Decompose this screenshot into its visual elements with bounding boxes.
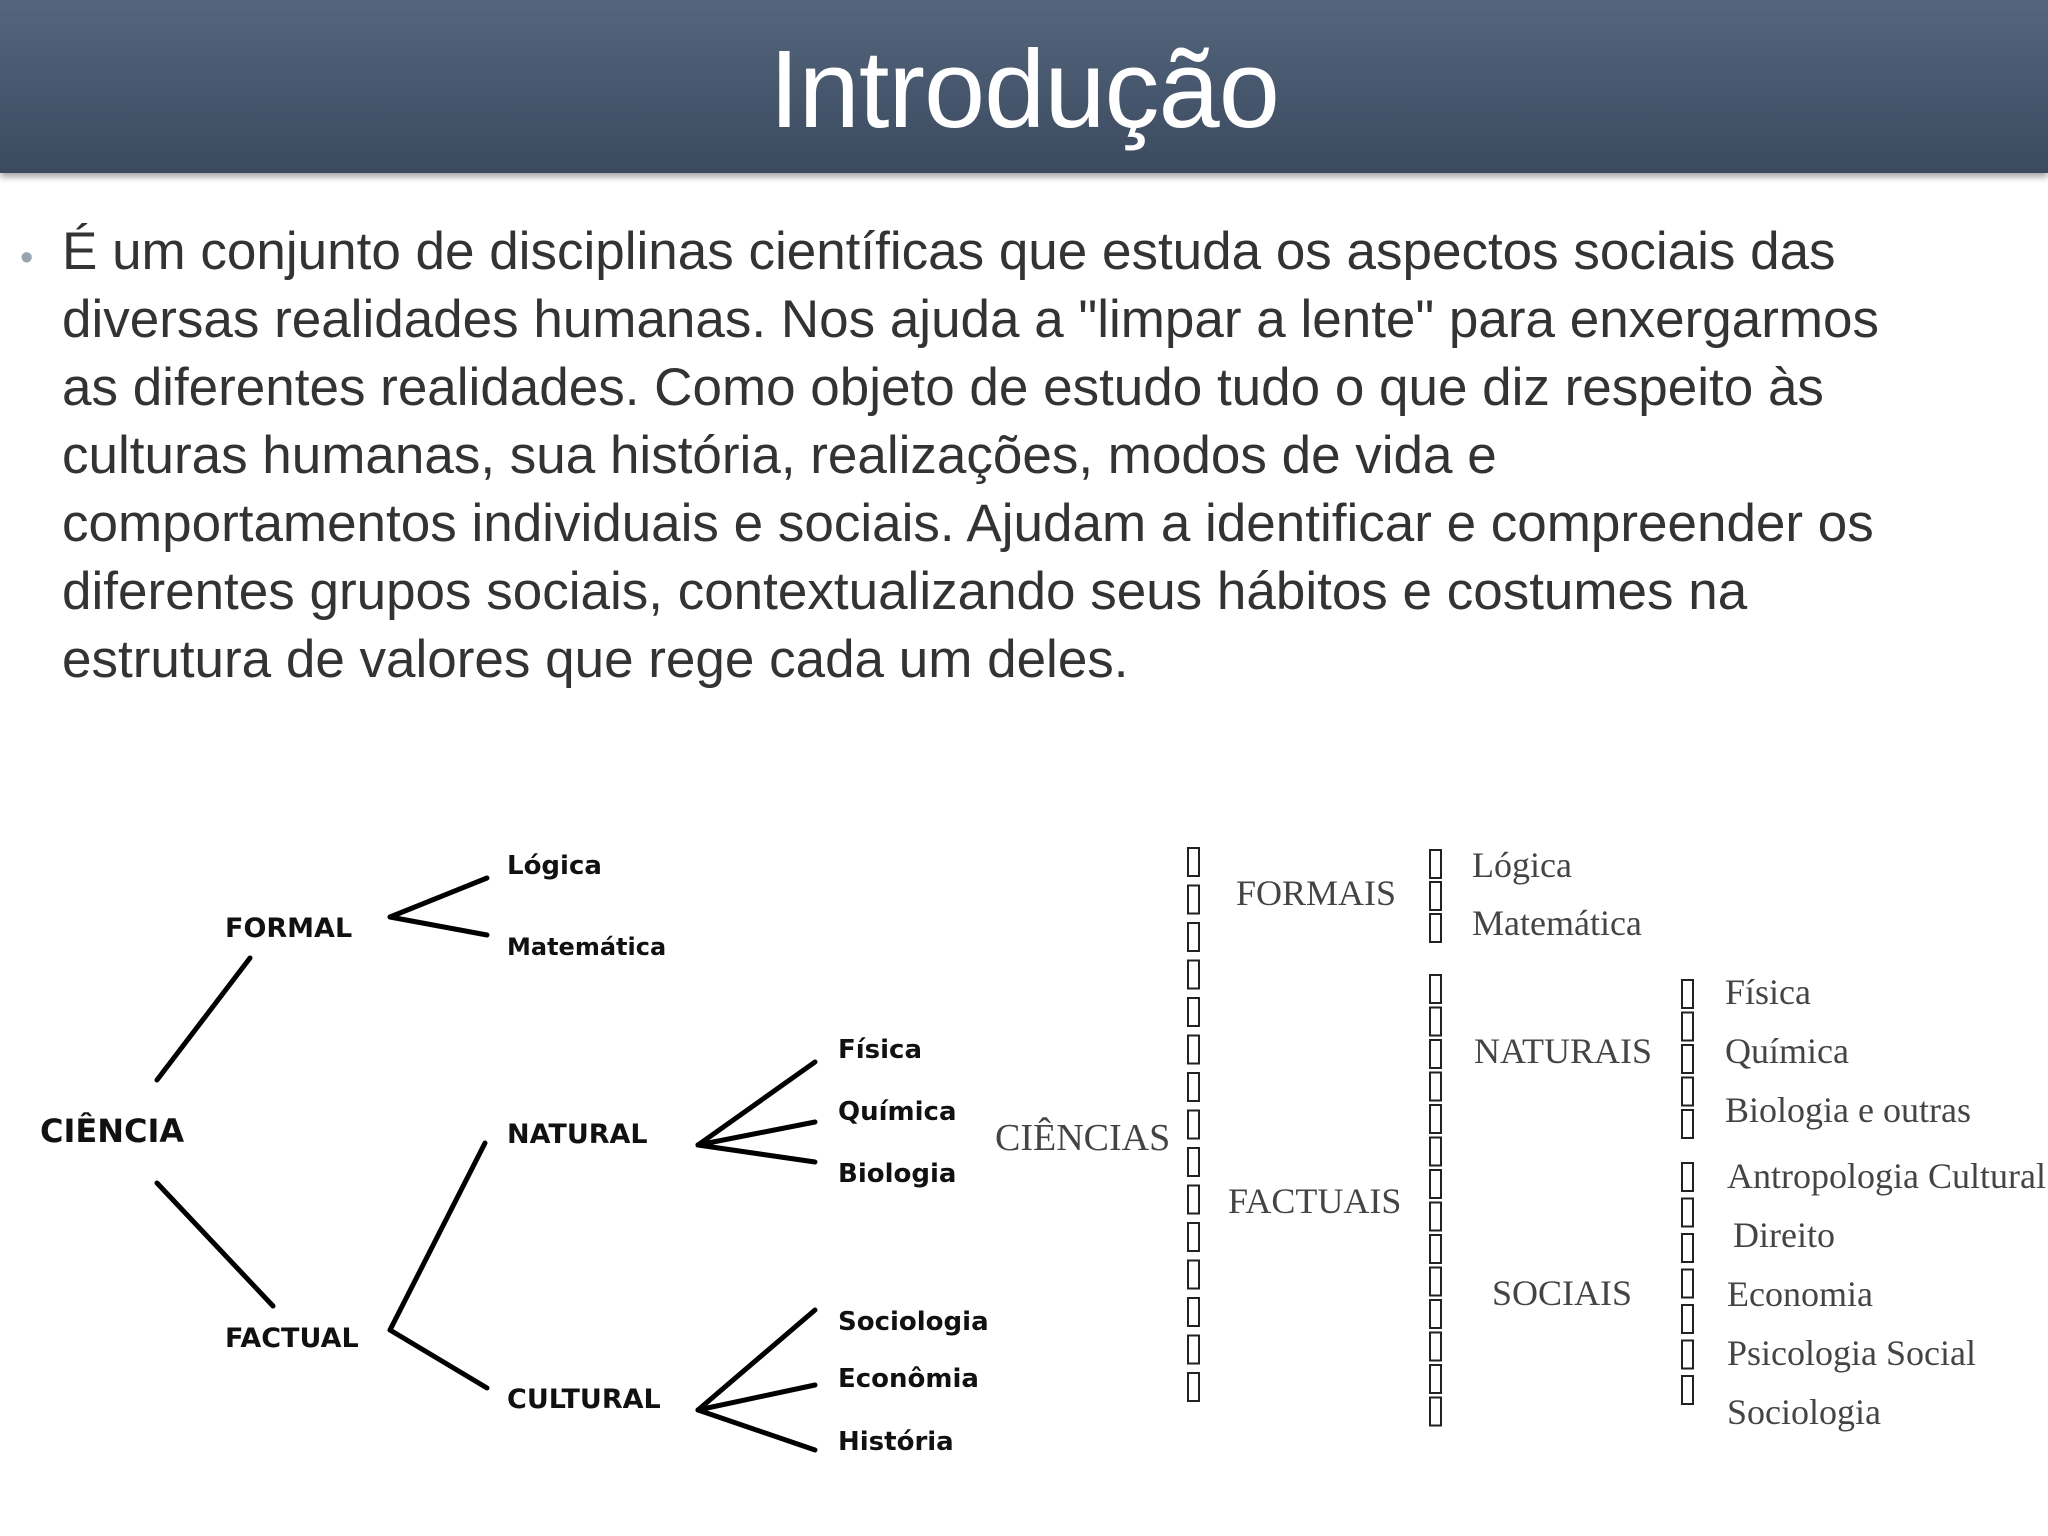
brace-label-factuais: FACTUAIS: [1228, 1181, 1402, 1221]
tree-branch-root-formal: [157, 958, 250, 1080]
tree-label-fisica: Física: [838, 1035, 923, 1065]
brace-label-matematica: Matemática: [1472, 903, 1642, 943]
tree-branch-root-factual: [157, 1183, 273, 1306]
tree-label-historia: História: [838, 1427, 954, 1457]
brace-glyph-box-icon: [1188, 1223, 1199, 1251]
brace-glyph-box-icon: [1188, 1186, 1199, 1214]
tree-branch-formal-matematica: [390, 917, 487, 935]
brace-glyph-box-icon: [1188, 1073, 1199, 1101]
brace-glyph-box-icon: [1682, 980, 1693, 1008]
brace-glyph-box-icon: [1188, 1111, 1199, 1139]
brace-glyph-box-icon: [1682, 1199, 1693, 1227]
brace-label-fisica: Física: [1725, 972, 1811, 1012]
brace-column-naturais: [1682, 980, 1693, 1138]
brace-glyph-box-icon: [1682, 1234, 1693, 1262]
brace-label-root: CIÊNCIAS: [995, 1117, 1171, 1159]
brace-glyph-box-icon: [1430, 1268, 1441, 1296]
brace-glyph-box-icon: [1188, 886, 1199, 914]
science-classification-diagrams: [0, 800, 2048, 1500]
brace-glyph-box-icon: [1682, 1270, 1693, 1298]
brace-glyph-box-icon: [1430, 1365, 1441, 1393]
brace-glyph-box-icon: [1430, 1138, 1441, 1166]
brace-glyph-box-icon: [1188, 998, 1199, 1026]
bullet-dot-icon: •: [20, 237, 34, 279]
brace-glyph-box-icon: [1430, 1333, 1441, 1361]
intro-paragraph: É um conjunto de disciplinas científicas que estuda os aspectos sociais das diversas realidades humanas. Nos ajuda a "limpar a lente" para enxergarmos as diferentes realidades. Como objeto de estudo tudo o que diz respeito às culturas humanas, sua história, realizações, modos de vida e comportamentos individuais e sociais. Ajudam a identificar e compreender os diferentes grupos sociais, contextualizando seus hábitos e costumes na estrutura de valores que rege cada um deles.: [62, 222, 1880, 689]
tree-label-root: CIÊNCIA: [40, 1112, 185, 1150]
brace-glyph-box-icon: [1188, 961, 1199, 989]
brace-glyph-box-icon: [1430, 1398, 1441, 1426]
brace-glyph-box-icon: [1430, 1235, 1441, 1263]
brace-glyph-box-icon: [1430, 850, 1441, 878]
brace-glyph-box-icon: [1682, 1013, 1693, 1041]
tree-branch-cultural-historia: [698, 1410, 815, 1450]
brace-label-direito: Direito: [1733, 1215, 1835, 1255]
brace-glyph-box-icon: [1188, 1148, 1199, 1176]
brace-label-logica: Lógica: [1472, 845, 1572, 885]
brace-column-factuais: [1430, 975, 1441, 1426]
brace-glyph-box-icon: [1430, 1203, 1441, 1231]
brace-glyph-box-icon: [1682, 1376, 1693, 1404]
brace-glyph-box-icon: [1682, 1305, 1693, 1333]
brace-glyph-box-icon: [1430, 914, 1441, 942]
brace-glyph-box-icon: [1188, 1261, 1199, 1289]
brace-glyph-box-icon: [1682, 1163, 1693, 1191]
tree-branch-natural-biologia: [698, 1145, 815, 1162]
brace-label-antropologia: Antropologia Cultural: [1727, 1156, 2046, 1196]
brace-glyph-box-icon: [1188, 1036, 1199, 1064]
brace-glyph-box-icon: [1188, 1298, 1199, 1326]
brace-glyph-box-icon: [1430, 1170, 1441, 1198]
tree-diagram: [40, 851, 989, 1457]
tree-label-logica: Lógica: [507, 851, 602, 881]
brace-label-biologia: Biologia e outras: [1725, 1090, 1971, 1130]
brace-column-main: [1188, 848, 1199, 1401]
brace-glyph-box-icon: [1430, 1040, 1441, 1068]
brace-glyph-box-icon: [1188, 923, 1199, 951]
brace-label-sociais: SOCIAIS: [1492, 1273, 1633, 1313]
tree-branch-factual-cultural: [390, 1330, 487, 1388]
brace-glyph-box-icon: [1682, 1110, 1693, 1138]
brace-label-quimica: Química: [1725, 1031, 1849, 1071]
title-bar: [0, 0, 2048, 173]
brace-label-formais: FORMAIS: [1236, 873, 1397, 913]
brace-diagram: [995, 845, 2046, 1432]
brace-glyph-box-icon: [1188, 848, 1199, 876]
tree-label-cultural: CULTURAL: [507, 1384, 661, 1415]
brace-glyph-box-icon: [1188, 1336, 1199, 1364]
tree-label-formal: FORMAL: [225, 913, 353, 944]
brace-column-sociais: [1682, 1163, 1693, 1404]
brace-glyph-box-icon: [1430, 1105, 1441, 1133]
brace-glyph-box-icon: [1430, 975, 1441, 1003]
brace-glyph-box-icon: [1682, 1078, 1693, 1106]
brace-glyph-box-icon: [1188, 1373, 1199, 1401]
tree-branch-formal-logica: [390, 878, 487, 917]
brace-glyph-box-icon: [1430, 1300, 1441, 1328]
brace-glyph-box-icon: [1430, 1073, 1441, 1101]
brace-glyph-box-icon: [1682, 1045, 1693, 1073]
slide-title: Introdução: [769, 28, 1279, 151]
tree-label-natural: NATURAL: [507, 1119, 648, 1150]
tree-label-economia: Econômia: [838, 1364, 979, 1394]
tree-label-matematica: Matemática: [507, 933, 667, 961]
tree-label-factual: FACTUAL: [225, 1323, 359, 1354]
brace-column-formais: [1430, 850, 1441, 942]
brace-label-sociologia: Sociologia: [1727, 1392, 1881, 1432]
tree-label-quimica: Química: [838, 1097, 957, 1127]
brace-label-psicologia: Psicologia Social: [1727, 1333, 1976, 1373]
brace-glyph-box-icon: [1682, 1341, 1693, 1369]
brace-glyph-box-icon: [1430, 882, 1441, 910]
brace-label-economia: Economia: [1727, 1274, 1873, 1314]
brace-label-naturais: NATURAIS: [1474, 1031, 1653, 1071]
tree-label-biologia: Biologia: [838, 1159, 957, 1189]
tree-branch-factual-natural: [390, 1143, 485, 1330]
tree-label-sociologia: Sociologia: [838, 1307, 989, 1337]
brace-glyph-box-icon: [1430, 1008, 1441, 1036]
